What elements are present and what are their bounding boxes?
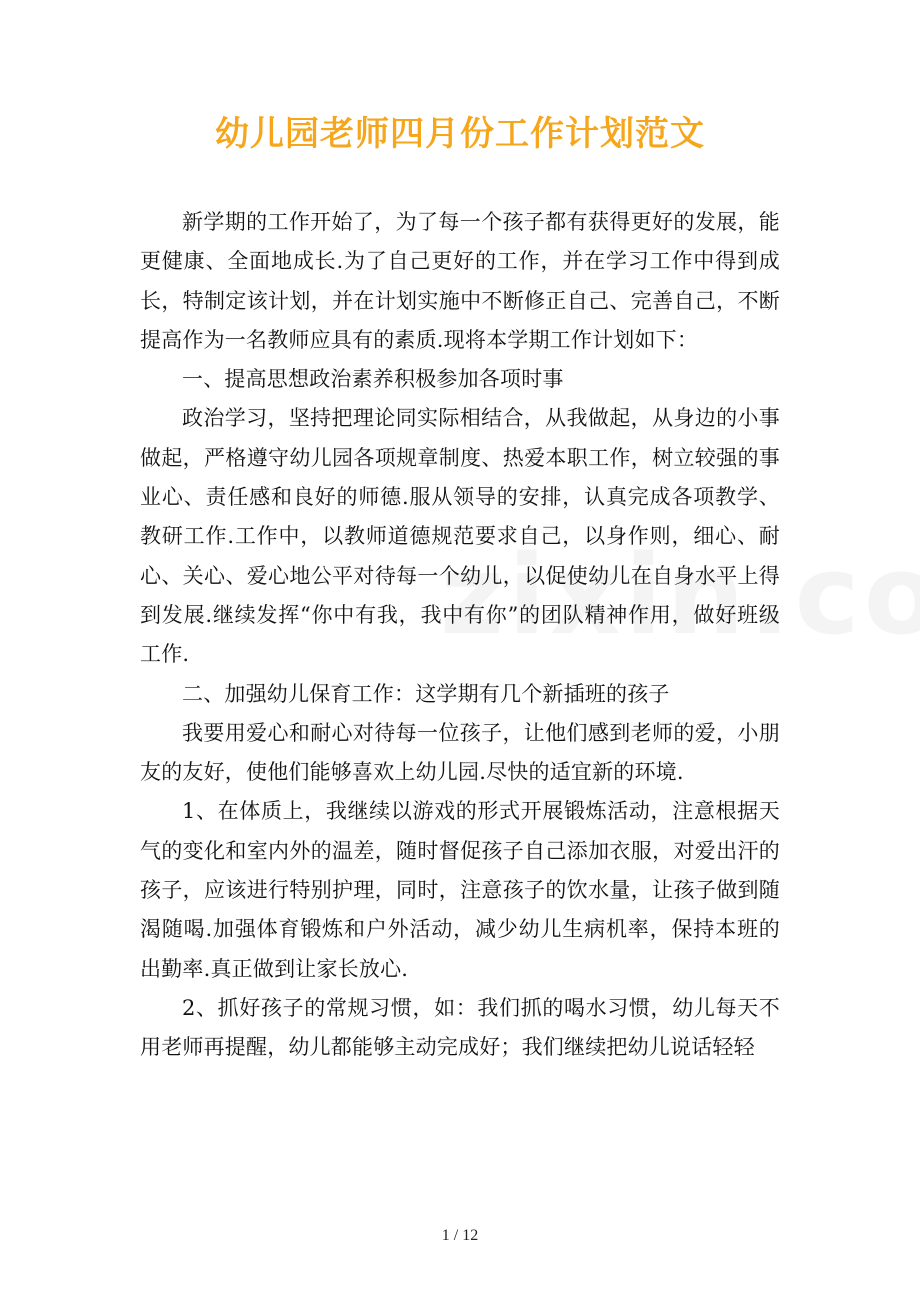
paragraph: 1、在体质上，我继续以游戏的形式开展锻炼活动，注意根据天气的变化和室内外的温差，随时督促孩子自己添加衣服，对爱出汗的孩子，应该进行特别护理，同时，注意孩子的饮水量，让孩子做到随渴随喝.加强体育锻炼和户外活动，减少幼儿生病机率，保持本班的出勤率.真正做到让家长放心. bbox=[140, 799, 780, 981]
section-heading: 二、加强幼儿保育工作：这学期有几个新插班的孩子 bbox=[182, 681, 670, 706]
paragraph: 我要用爱心和耐心对待每一位孩子，让他们感到老师的爱，小朋友的友好，使他们能够喜欢上幼儿园.尽快的适宜新的环境. bbox=[140, 720, 780, 785]
page-number: 1 / 12 bbox=[441, 1227, 479, 1244]
document-title: 幼儿园老师四月份工作计划范文 bbox=[215, 114, 705, 154]
document-body bbox=[140, 203, 780, 1068]
section-heading: 一、提高思想政治素养积极参加各项时事 bbox=[182, 367, 564, 392]
paragraph: 政治学习，坚持把理论同实际相结合，从我做起，从身边的小事做起，严格遵守幼儿园各项规章制度、热爱本职工作，树立较强的事业心、责任感和良好的师德.服从领导的安排，认真完成各项教学、教研工作.工作中，以教师道德规范要求自己，以身作则，细心、耐心、关心、爱心地公平对待每一个幼儿，以促使幼儿在自身水平上得到发展.继续发挥“你中有我，我中有你”的团队精神作用，做好班级工作. bbox=[140, 406, 780, 667]
paragraph: 新学期的工作开始了，为了每一个孩子都有获得更好的发展，能更健康、全面地成长.为了自己更好的工作，并在学习工作中得到成长，特制定该计划，并在计划实施中不断修正自己、完善自己，不断提高作为一名教师应具有的素质.现将本学期工作计划如下： bbox=[140, 210, 780, 352]
paragraph: 2、抓好孩子的常规习惯，如：我们抓的喝水习惯，幼儿每天不用老师再提醒，幼儿都能够主动完成好；我们继续把幼儿说话轻轻 bbox=[140, 995, 780, 1060]
